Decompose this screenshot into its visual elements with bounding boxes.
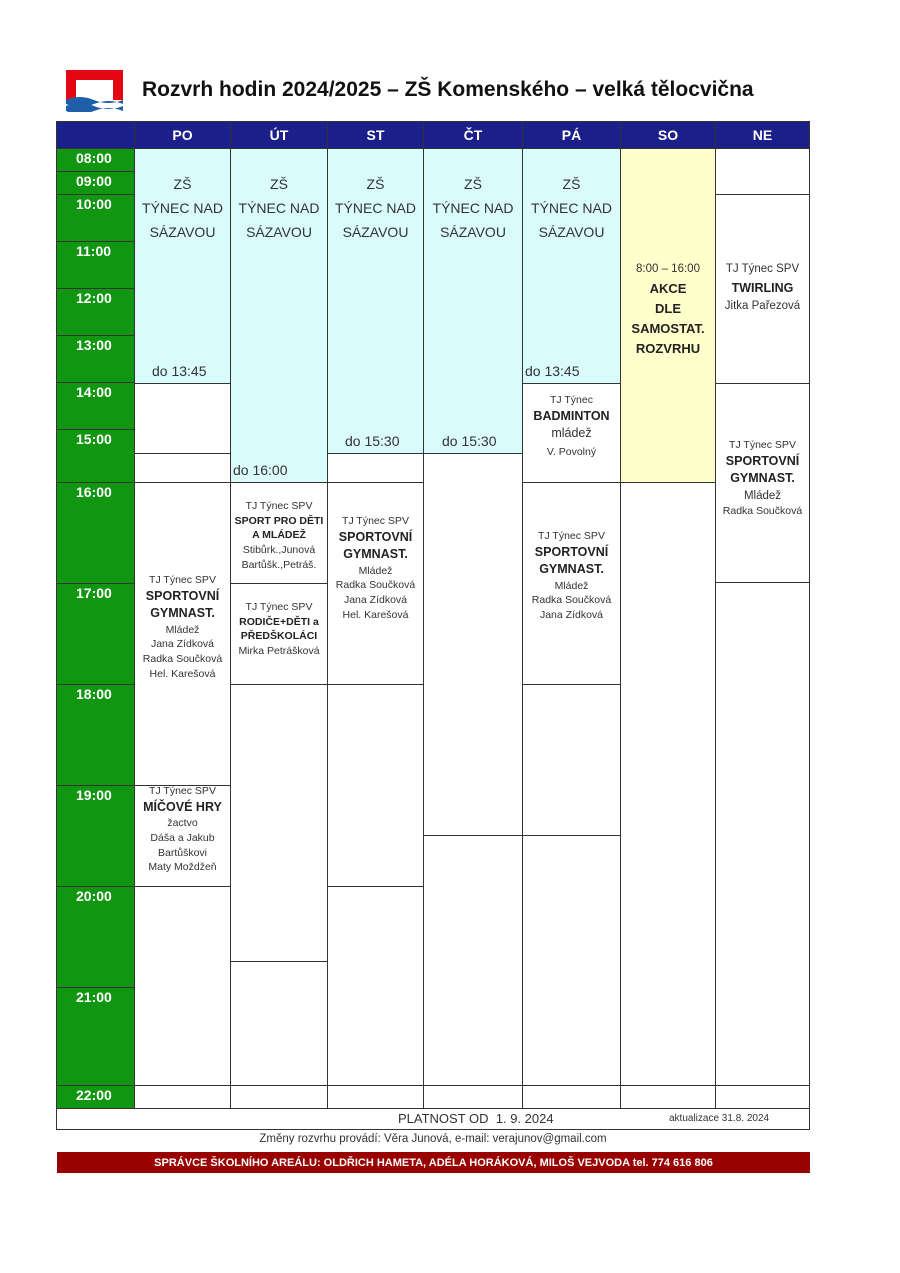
event-st-gymnastics (327, 482, 424, 685)
empty-slot (134, 1085, 231, 1109)
event-time: 8:00 – 16:00 (636, 263, 700, 275)
event-name: GYMNAST. (150, 606, 215, 621)
school-line: SÁZAVOU (246, 224, 312, 240)
event-ne-gymnastics (715, 383, 810, 583)
empty-slot (230, 684, 328, 962)
validity-text: PLATNOST OD 1. 9. 2024 (398, 1111, 554, 1126)
empty-slot (715, 1085, 810, 1109)
page-title: Rozvrh hodin 2024/2025 – ZŠ Komenského – velká tělocvična (142, 78, 754, 101)
school-block-st (327, 148, 424, 454)
event-group: žactvo (167, 817, 198, 830)
empty-slot (522, 1085, 621, 1109)
event-person: Radka Součková (335, 579, 416, 592)
day-header-ct: ČT (423, 121, 523, 149)
event-person: Dáša a Jakub (150, 831, 215, 844)
event-name: RODIČE+DĚTI a (239, 615, 319, 628)
event-ne-twirling (715, 194, 810, 384)
event-name: AKCE (649, 280, 687, 296)
school-line: ZŠ (173, 176, 192, 192)
event-po-ball-games (134, 785, 231, 887)
time-label: 19:00 (56, 785, 135, 887)
event-pa-badminton (522, 383, 621, 483)
changes-contact: Změny rozvrhu provádí: Věra Junová, e-mail: verajunov@gmail.com (259, 1133, 607, 1145)
school-line: TÝNEC NAD (238, 200, 320, 216)
school-line: TÝNEC NAD (531, 200, 612, 216)
empty-slot (715, 148, 810, 195)
until-label: do 13:45 (152, 363, 207, 379)
school-block-pa (522, 148, 621, 384)
event-ut-sport (230, 482, 328, 584)
admin-banner: SPRÁVCE ŠKOLNÍHO AREÁLU: OLDŘICH HAMETA, ADÉLA HORÁKOVÁ, MILOŠ VEJVODA tel. 774 616 806 (57, 1152, 810, 1173)
time-label: 14:00 (56, 382, 135, 430)
empty-slot (327, 886, 424, 1086)
event-name: SPORTOVNÍ (145, 588, 220, 603)
validity-row (56, 1108, 810, 1130)
event-org: TJ Týnec (550, 394, 593, 406)
time-label: 09:00 (56, 171, 135, 195)
event-person: Hel. Karešová (342, 608, 409, 621)
header-corner (56, 121, 135, 149)
day-header-so: SO (620, 121, 716, 149)
time-label: 15:00 (56, 429, 135, 483)
empty-slot (620, 1085, 716, 1109)
time-label: 13:00 (56, 335, 135, 383)
day-header-ne: NE (715, 121, 810, 149)
empty-slot (522, 684, 621, 836)
school-line: ZŠ (464, 176, 482, 192)
school-line: SÁZAVOU (342, 224, 409, 240)
event-name: A MLÁDEŽ (252, 529, 306, 542)
time-label: 10:00 (56, 194, 135, 242)
event-org: TJ Týnec SPV (342, 515, 409, 527)
event-org: TJ Týnec SPV (245, 500, 313, 512)
school-line: ZŠ (366, 176, 385, 192)
time-label: 08:00 (56, 148, 135, 172)
event-name: MÍČOVÉ HRY (143, 799, 222, 814)
event-org: TJ Týnec SPV (729, 439, 796, 451)
empty-slot (327, 453, 424, 483)
event-person: Bartůškovi (157, 846, 208, 859)
event-person: Radka Součková (531, 594, 612, 607)
event-org: TJ Týnec SPV (149, 574, 216, 586)
day-header-st: ST (327, 121, 424, 149)
until-label: do 16:00 (233, 462, 288, 478)
empty-slot (522, 835, 621, 1086)
event-pa-gymnastics (522, 482, 621, 685)
event-name: TWIRLING (731, 280, 794, 295)
event-person: Jana Zídková (539, 609, 604, 622)
day-header-po: PO (134, 121, 231, 149)
event-ut-parents-kids (230, 583, 328, 685)
event-group: Mládež (554, 579, 589, 592)
event-person: Jana Zídková (343, 594, 408, 607)
event-name: GYMNAST. (539, 562, 604, 577)
event-name: GYMNAST. (343, 547, 408, 562)
event-name: SPORTOVNÍ (725, 453, 800, 468)
event-person: Jitka Pařezová (724, 300, 801, 313)
time-label: 12:00 (56, 288, 135, 336)
school-line: TÝNEC NAD (335, 200, 416, 216)
event-name: SPORT PRO DĚTI (234, 514, 324, 527)
time-label: 21:00 (56, 987, 135, 1086)
event-name: SPORTOVNÍ (338, 529, 413, 544)
empty-slot (423, 1085, 523, 1109)
time-label: 22:00 (56, 1085, 135, 1109)
event-person: Radka Součková (142, 653, 223, 666)
event-org: TJ Týnec SPV (245, 601, 313, 613)
event-person: Mirka Petrášková (238, 645, 320, 658)
day-header-pa: PÁ (522, 121, 621, 149)
school-block-ut (230, 148, 328, 483)
time-label: 18:00 (56, 684, 135, 786)
event-org: TJ Týnec SPV (538, 530, 605, 542)
event-group: mládež (551, 426, 592, 441)
event-group: Mládež (358, 564, 393, 577)
empty-slot (327, 1085, 424, 1109)
empty-slot (423, 453, 523, 836)
empty-slot (620, 482, 716, 1086)
event-so-special (620, 148, 716, 483)
empty-slot (230, 1085, 328, 1109)
event-group: Mládež (165, 623, 200, 636)
school-line: ZŠ (270, 176, 288, 192)
empty-slot (134, 886, 231, 1086)
empty-slot (327, 684, 424, 887)
school-line: ZŠ (562, 176, 581, 192)
empty-slot (423, 835, 523, 1086)
until-label: do 15:30 (442, 433, 497, 449)
day-header-ut: ÚT (230, 121, 328, 149)
until-label: do 15:30 (345, 433, 400, 449)
event-person: Maty Moždžeň (148, 861, 217, 874)
event-name: GYMNAST. (730, 471, 795, 486)
time-label: 16:00 (56, 482, 135, 584)
event-name: DLE (655, 300, 681, 316)
school-line: TÝNEC NAD (142, 200, 223, 216)
event-name: ROZVRHU (635, 341, 701, 357)
event-name: SAMOSTAT. (631, 321, 705, 337)
event-group: Mládež (743, 489, 782, 502)
school-line: TÝNEC NAD (432, 200, 514, 216)
school-block-ct (423, 148, 523, 454)
time-label: 17:00 (56, 583, 135, 685)
empty-slot (134, 453, 231, 483)
event-name: BADMINTON (533, 408, 610, 423)
empty-slot (134, 383, 231, 454)
event-org: TJ Týnec SPV (149, 785, 216, 797)
event-person: Hel. Karešová (149, 667, 216, 680)
school-block-po (134, 148, 231, 384)
update-text: aktualizace 31.8. 2024 (669, 1113, 770, 1124)
time-label: 20:00 (56, 886, 135, 988)
time-label: 11:00 (56, 241, 135, 289)
event-name: PŘEDŠKOLÁCI (240, 630, 318, 643)
event-person: V. Povolný (546, 445, 597, 458)
school-line: SÁZAVOU (440, 224, 506, 240)
school-line: SÁZAVOU (538, 224, 605, 240)
event-name: SPORTOVNÍ (534, 544, 609, 559)
event-person: Stibůrk.,Junová (242, 544, 316, 557)
event-person: Radka Součková (722, 504, 803, 517)
event-person: Bartůšk.,Petráš. (241, 558, 317, 571)
empty-slot (715, 582, 810, 1086)
event-org: TJ Týnec SPV (725, 263, 800, 275)
event-po-gymnastics (134, 482, 231, 786)
school-line: SÁZAVOU (149, 224, 216, 240)
until-label: do 13:45 (525, 363, 580, 379)
event-person: Jana Zídková (150, 638, 215, 651)
empty-slot (230, 961, 328, 1086)
